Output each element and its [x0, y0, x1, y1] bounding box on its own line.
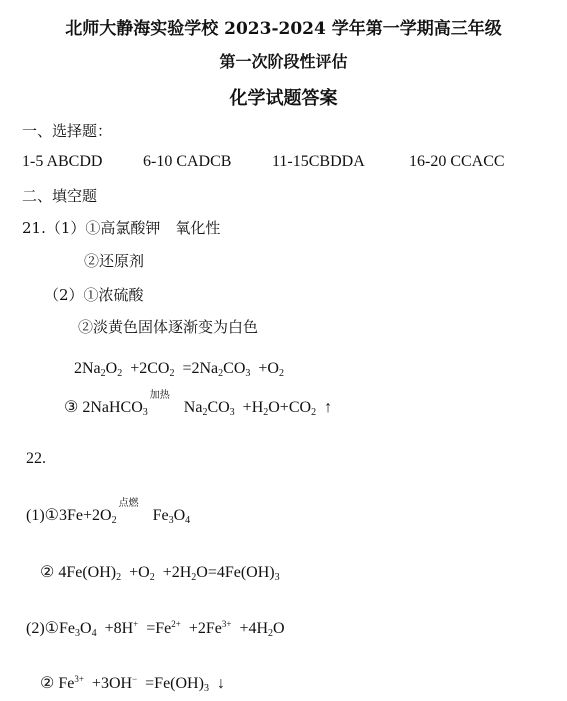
- section-fill-in-heading: 二、填空题: [22, 187, 98, 205]
- q22-equation-fe-oh2-oxidation: ② $4Fe(OH)_2 +O_2 +2H_2O=4Fe(OH)_3$: [40, 564, 280, 583]
- q21-equation-nahco3-decomposition: ③ 2NaHCO$_3$ 加热 $Na_2CO_3 +H_2O+CO_2$ ↑: [64, 390, 333, 418]
- q21-part1-line2: ②还原剂: [84, 252, 145, 270]
- answer-group-2: 6-10 CADCB: [143, 153, 232, 170]
- document-title: 北师大静海实验学校 2023-2024 学年第一学期高三年级: [65, 19, 502, 39]
- answer-group-1: 1-5 ABCDD: [22, 153, 103, 170]
- answer-key-title: 化学试题答案: [229, 88, 338, 109]
- q22-number: 22.: [26, 450, 46, 467]
- q22-equation-fe3o4-acid: $(2)①Fe_3O_4 +8H^+ =Fe^{2+} +2Fe^{3+} +4H_2O$: [26, 619, 285, 639]
- q21-part2-line2: ②淡黄色固体逐渐变为白色: [78, 318, 259, 336]
- heating-condition-label: 加热: [149, 390, 170, 401]
- q21-equation-na2o2-co2: $2Na_2O_2 +2CO_2 =2Na_2CO_3 +O_2$: [74, 360, 284, 379]
- q22-equation-fe-combustion: $(1)①3Fe+2O_2$ 点燃 $Fe_3O_4$: [26, 498, 191, 526]
- q22-equation-fe3-hydroxide: ② $Fe^{3+} +3OH^- =Fe(OH)_3$ ↓: [40, 674, 225, 694]
- answer-group-4: 16-20 CCACC: [409, 153, 505, 170]
- precipitate-arrow-icon: ↓: [216, 675, 225, 692]
- document-subtitle: 第一次阶段性评估: [219, 52, 348, 71]
- q21-part2-line1: （2）①浓硫酸: [44, 286, 144, 304]
- q21-part1-line1: 21.（1）①高氯酸钾 氧化性: [22, 219, 221, 237]
- answer-group-3: 11-15CBDDA: [272, 153, 365, 170]
- gas-arrow-icon: ↑: [324, 399, 333, 416]
- section-multiple-choice-heading: 一、选择题：: [22, 122, 113, 140]
- ignition-condition-label: 点燃: [118, 498, 139, 509]
